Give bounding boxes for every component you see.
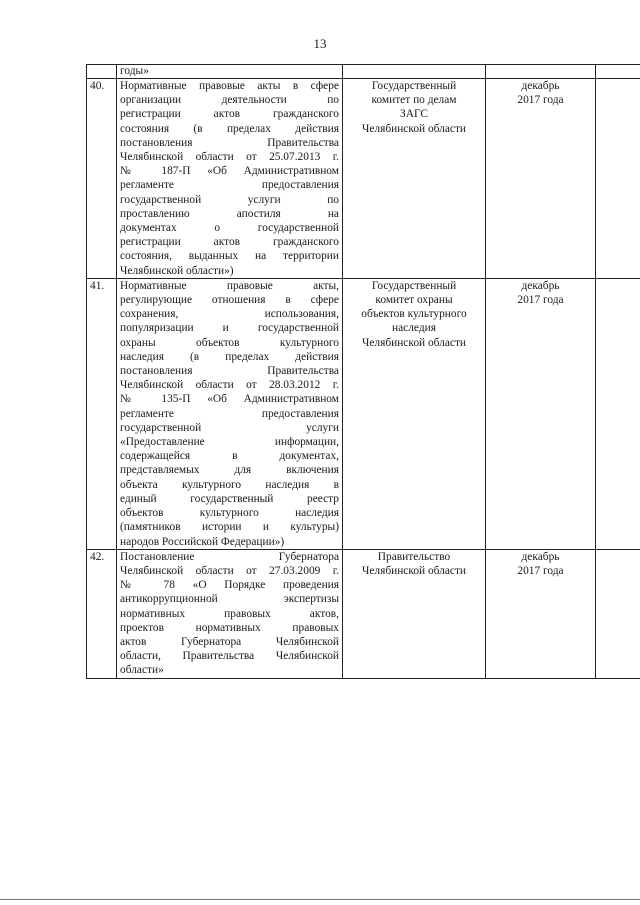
act-text-line: проставлению апостиля на [120,207,339,220]
cell-extra [596,278,640,549]
act-text-line: государственной услуги по [120,193,339,206]
act-text-line: Постановление Губернатора [120,550,339,563]
deadline-text-line: декабрь [521,80,560,92]
act-text-line: регистрации актов гражданского [120,236,339,249]
act-text-line: охраны объектов культурного [120,336,339,349]
act-text-line: регламенте предоставления [120,407,339,420]
legal-act-description [117,278,343,549]
act-text-line: Нормативные правовые акты в сфере [120,80,339,92]
row-number: 40. [87,79,117,279]
act-text-line: народов Российской Федерации») [120,535,285,548]
act-text-line: Челябинской области от 25.07.2013 г. [120,151,339,164]
deadline-text-line: 2017 года [517,564,564,577]
document-table [86,64,640,679]
cell-num [87,65,117,79]
responsible-organization [343,549,486,678]
act-text-line: регулирующие отношения в сфере [120,294,339,307]
table-row [87,79,640,279]
org-text-line: объектов культурного [361,308,467,321]
scan-edge-line [0,899,640,900]
act-text-line: № 135-П «Об Административном [120,393,339,406]
act-text-line: области, Правительства Челябинской [120,650,339,663]
legal-act-description [117,549,343,678]
org-text-line: комитет по делам [371,94,457,107]
act-text-line: регистрации актов гражданского [120,108,339,121]
act-text-line: № 187-П «Об Административном [120,165,339,178]
act-text-line: объектов культурного наследия [120,507,339,520]
org-text-line: Челябинской области [361,336,467,349]
act-text-line: представляемых для включения [120,464,339,477]
act-text-line: наследия (в пределах действия [120,350,339,363]
org-text-line: ЗАГС [400,108,428,121]
deadline-text-line: декабрь [521,550,560,563]
continuation-row [87,65,640,79]
act-text-line: нормативных правовых актов, [120,607,339,620]
act-text-line: (памятников истории и культуры) [120,521,339,534]
act-text-line: антикоррупционной экспертизы [120,593,339,606]
act-text-line: документах о государственной [120,222,339,235]
act-text-line: объекта культурного наследия в [120,478,339,491]
row-number: 42. [87,549,117,678]
page-number: 13 [313,36,327,51]
act-text-line: организации деятельности по [120,94,339,107]
act-text-line: области» [120,664,164,677]
act-text-line: постановления Правительства [120,136,339,149]
row-number: 41. [87,278,117,549]
org-text-line: комитет охраны [375,294,453,307]
act-text-line: Челябинской области от 28.03.2012 г. [120,379,339,392]
responsible-organization [343,278,486,549]
act-text-line: «Предоставление информации, [120,436,339,449]
continuation-text: годы» [117,65,343,79]
table-row [87,549,640,678]
responsible-organization [343,79,486,279]
table-row [87,278,640,549]
cell-org [343,65,486,79]
legal-act-description [117,79,343,279]
act-text-line: № 78 «О Порядке проведения [120,579,339,592]
act-text-line: состояния (в пределах действия [120,122,339,135]
act-text-line: сохранения, использования, [120,308,339,321]
act-text-line: регламенте предоставления [120,179,339,192]
act-text-line: Нормативные правовые акты, [120,279,339,292]
deadline-text-line: 2017 года [517,94,564,107]
act-text-line: единый государственный реестр [120,492,339,505]
org-text-line: Государственный [371,279,457,292]
deadline-text-line: 2017 года [517,294,564,307]
cell-date [486,65,596,79]
act-text-line: содержащейся в документах, [120,450,339,463]
deadline-text-line: декабрь [521,279,560,292]
deadline [486,549,596,678]
act-text-line: проектов нормативных правовых [120,621,339,634]
act-text-line: состояния, выданных на территории [120,250,339,263]
deadline [486,79,596,279]
act-text-line: государственной услуги [120,421,339,434]
org-text-line: Правительство [377,550,451,563]
cell-extra [596,79,640,279]
deadline [486,278,596,549]
act-text-line: популяризации и государственной [120,322,339,335]
cell-extra [596,549,640,678]
act-text-line: Челябинской области от 27.03.2009 г. [120,564,339,577]
org-text-line: наследия [392,322,436,335]
org-text-line: Челябинской области [361,122,467,135]
act-text-line: Челябинской области») [120,264,234,277]
org-text-line: Челябинской области [361,564,467,577]
org-text-line: Государственный [371,80,457,92]
cell-extra [596,65,640,79]
act-text-line: постановления Правительства [120,365,339,378]
act-text-line: актов Губернатора Челябинской [120,635,339,648]
